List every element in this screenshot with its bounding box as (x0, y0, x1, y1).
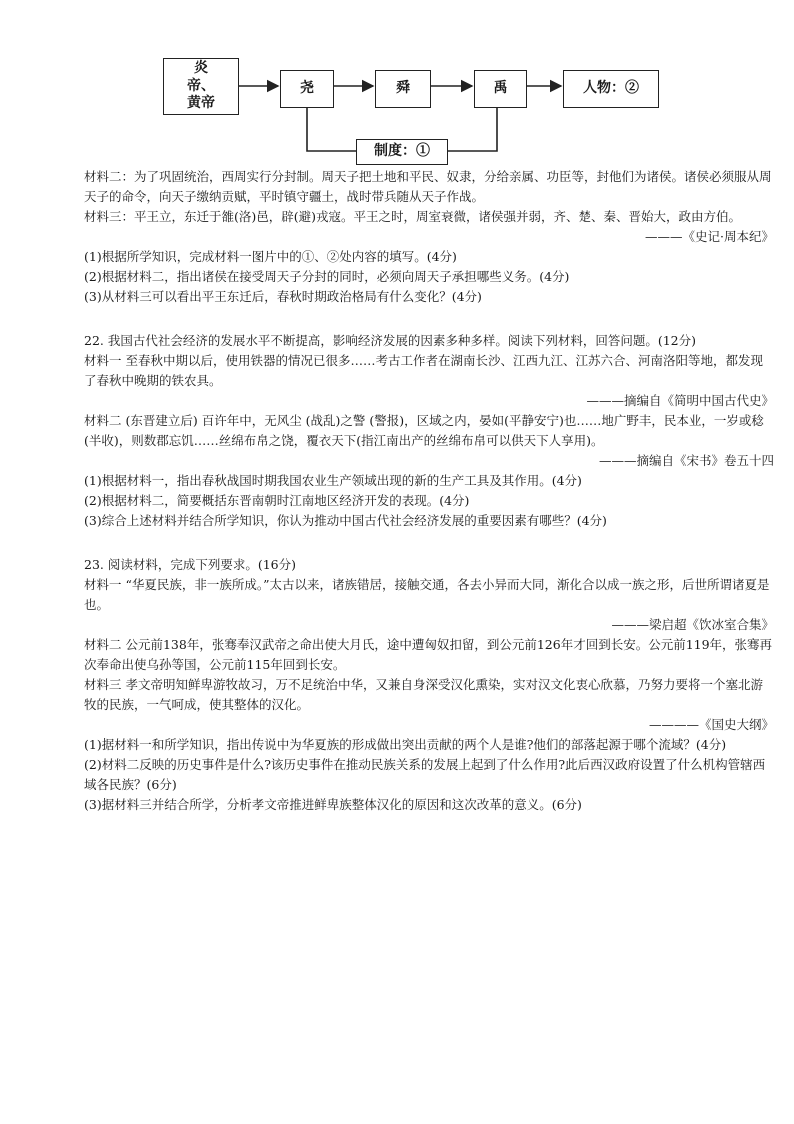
box-system-1-label: 制度：① (374, 143, 430, 160)
s23-material-1: 材料一 “华夏民族，非一族所成。”太古以来，诸族错居，接触交通，各去小异而大同，渐化合以成一族之形，后世所谓诸夏是也。 (84, 577, 770, 612)
box-yandi-huangdi-label: 炎帝、黄帝 (187, 60, 215, 112)
box-system-1 (356, 139, 448, 165)
box-person-2-label: 人物：② (583, 80, 639, 97)
box-person-2 (563, 70, 659, 108)
box-shun (375, 70, 431, 108)
bracket-left (307, 108, 356, 151)
s23-question-3: (3)据材料三并结合所学，分析孝文帝推进鲜卑族整体汉化的原因和这次改革的意义。(6分) (84, 797, 582, 812)
s23-question-2: (2)材料二反映的历史事件是什么?该历史事件在推动民族关系的发展上起到了什么作用?此后西汉政府设置了什么机构管辖西域各民族？(6分) (84, 757, 766, 792)
s23-question-1: (1)据材料一和所学知识，指出传说中为华夏族的形成做出突出贡献的两个人是谁?他们的部落起源于哪个流域？(4分) (84, 737, 727, 752)
s22-question-3: (3)综合上述材料并结合所学知识，你认为推动中国古代社会经济发展的重要因素有哪些？(4分) (84, 513, 607, 528)
box-yu-label: 禹 (493, 80, 508, 97)
s23-material-3: 材料三 孝文帝明知鲜卑游牧故习，万不足统治中华，又兼自身深受汉化熏染，实对汉文化衷心欣慕，乃努力要将一个塞北游牧的民族，一气呵成，使其整体的汉化。 (84, 677, 763, 712)
s22-material-2-source: ———摘编自《宋书》卷五十四 (598, 453, 774, 468)
box-yao-label: 尧 (300, 80, 314, 97)
s22-material-1: 材料一 至春秋中期以后，使用铁器的情况已很多……考古工作者在湖南长沙、江西九江、江苏六合、河南洛阳等地，都发现了春秋中晚期的铁农具。 (84, 353, 763, 388)
box-shun-label: 舜 (396, 80, 410, 97)
flow-diagram (0, 0, 794, 170)
s21-material-3-source: ———《史记·周本纪》 (645, 229, 774, 244)
question-text (84, 167, 774, 815)
box-yao (280, 70, 334, 108)
s22-material-2: 材料二 (东晋建立后) 百许年中，无风尘 (战乱)之警 (警报)，区域之内，晏如(平静安宁)也……地广野丰，民本业，一岁或稔(半收)，则数郡忘饥……丝绵布帛之饶，覆衣天下(指江南出产的丝绵布帛可以供天下人享用)。 (84, 413, 764, 448)
s21-material-3: 材料三：平王立，东迁于雒(洛)邑，辟(避)戎寇。平王之时，周室衰微，诸侯强并弱，齐、楚、秦、晋始大，政由方伯。 (84, 209, 742, 224)
s23-material-3-source: ————《国史大纲》 (648, 717, 774, 732)
s23-material-1-source: ———梁启超《饮冰室合集》 (611, 617, 774, 632)
s21-question-1: (1)根据所学知识，完成材料一图片中的①、②处内容的填写。(4分) (84, 249, 457, 264)
s21-question-2: (2)根据材料二，指出诸侯在接受周天子分封的同时，必须向周天子承担哪些义务。(4分) (84, 269, 570, 284)
s21-question-3: (3)从材料三可以看出平王东迁后，春秋时期政治格局有什么变化？(4分) (84, 289, 482, 304)
s21-material-2: 材料二：为了巩固统治，西周实行分封制。周天子把土地和平民、奴隶，分给亲属、功臣等，封他们为诸侯。诸侯必须服从周天子的命令，向天子缴纳贡赋，平时镇守疆土，战时带兵随从天子作战。 (84, 169, 772, 204)
bracket-right (448, 108, 497, 151)
s23-material-2: 材料二 公元前138年，张骞奉汉武帝之命出使大月氏，途中遭匈奴扣留，到公元前126年才回到长安。公元前119年，张骞再次奉命出使乌孙等国，公元前115年回到长安。 (84, 637, 773, 672)
box-yandi-huangdi (163, 58, 239, 115)
box-yu (474, 70, 527, 108)
spacer (84, 307, 774, 331)
s22-material-1-source: ———摘编自《简明中国古代史》 (586, 393, 774, 408)
s22-heading: 22. 我国古代社会经济的发展水平不断提高，影响经济发展的因素多种多样。阅读下列材料，回答问题。(12分) (84, 333, 697, 348)
s22-question-1: (1)根据材料一，指出春秋战国时期我国农业生产领域出现的新的生产工具及其作用。(4分) (84, 473, 582, 488)
s22-question-2: (2)根据材料二，简要概括东晋南朝时江南地区经济开发的表现。(4分) (84, 493, 470, 508)
s23-heading: 23. 阅读材料，完成下列要求。(16分) (84, 557, 297, 572)
spacer (84, 531, 774, 555)
